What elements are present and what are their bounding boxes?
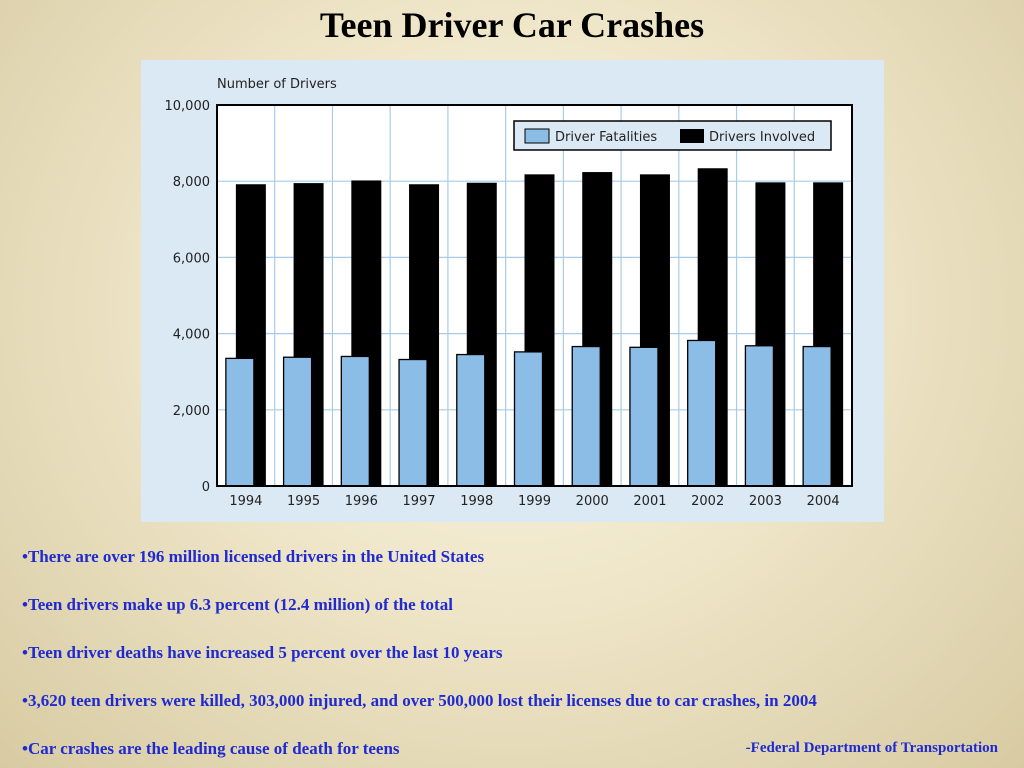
x-tick-label: 1994 bbox=[229, 494, 263, 509]
bullet-item: •There are over 196 million licensed drivers in the United States bbox=[22, 547, 485, 566]
slide-title: Teen Driver Car Crashes bbox=[319, 5, 705, 45]
bar-driver-fatalities bbox=[341, 356, 369, 486]
bullet-item: •Teen drivers make up 6.3 percent (12.4 million) of the total bbox=[22, 595, 453, 614]
x-tick-label: 1998 bbox=[460, 494, 494, 509]
legend-swatch-fatalities bbox=[525, 129, 549, 143]
x-tick-label: 1995 bbox=[287, 494, 321, 509]
x-tick-label: 2001 bbox=[633, 494, 667, 509]
chart-panel bbox=[141, 60, 884, 522]
legend-label-fatalities: Driver Fatalities bbox=[555, 130, 658, 145]
y-axis-label: Number of Drivers bbox=[217, 77, 337, 92]
bar-driver-fatalities bbox=[457, 355, 485, 486]
x-tick-label: 2004 bbox=[806, 494, 840, 509]
y-tick-label: 6,000 bbox=[172, 251, 210, 267]
x-tick-label: 1996 bbox=[344, 494, 378, 509]
x-tick-label: 1997 bbox=[402, 494, 436, 509]
legend-label-involved: Drivers Involved bbox=[709, 130, 816, 145]
x-tick-label: 2002 bbox=[691, 494, 725, 509]
bullet-item: •3,620 teen drivers were killed, 303,000 injured, and over 500,000 lost their licenses due to car crashes, in 2004 bbox=[22, 691, 817, 710]
bar-driver-fatalities bbox=[688, 340, 716, 486]
y-tick-label: 2,000 bbox=[172, 403, 210, 419]
bar-driver-fatalities bbox=[572, 347, 600, 486]
x-tick-label: 1999 bbox=[517, 494, 552, 509]
y-tick-label: 10,000 bbox=[164, 99, 210, 114]
x-tick-label: 2000 bbox=[575, 494, 609, 509]
bar-driver-fatalities bbox=[399, 360, 427, 486]
bar-driver-fatalities bbox=[515, 352, 543, 486]
bar-driver-fatalities bbox=[803, 347, 831, 486]
bar-chart bbox=[141, 60, 884, 522]
bullet-item: •Teen driver deaths have increased 5 percent over the last 10 years bbox=[22, 643, 503, 662]
bar-driver-fatalities bbox=[284, 357, 312, 486]
legend-swatch-involved bbox=[680, 129, 704, 143]
y-tick-label: 0 bbox=[201, 480, 210, 495]
y-tick-label: 8,000 bbox=[172, 175, 210, 191]
source-attribution: -Federal Department of Transportation bbox=[745, 740, 998, 756]
bullet-item: •Car crashes are the leading cause of death for teens bbox=[22, 739, 400, 758]
bar-driver-fatalities bbox=[630, 347, 658, 486]
x-tick-label: 2003 bbox=[748, 494, 782, 509]
bar-driver-fatalities bbox=[745, 346, 773, 486]
bar-driver-fatalities bbox=[226, 358, 254, 486]
y-tick-label: 4,000 bbox=[172, 327, 210, 343]
